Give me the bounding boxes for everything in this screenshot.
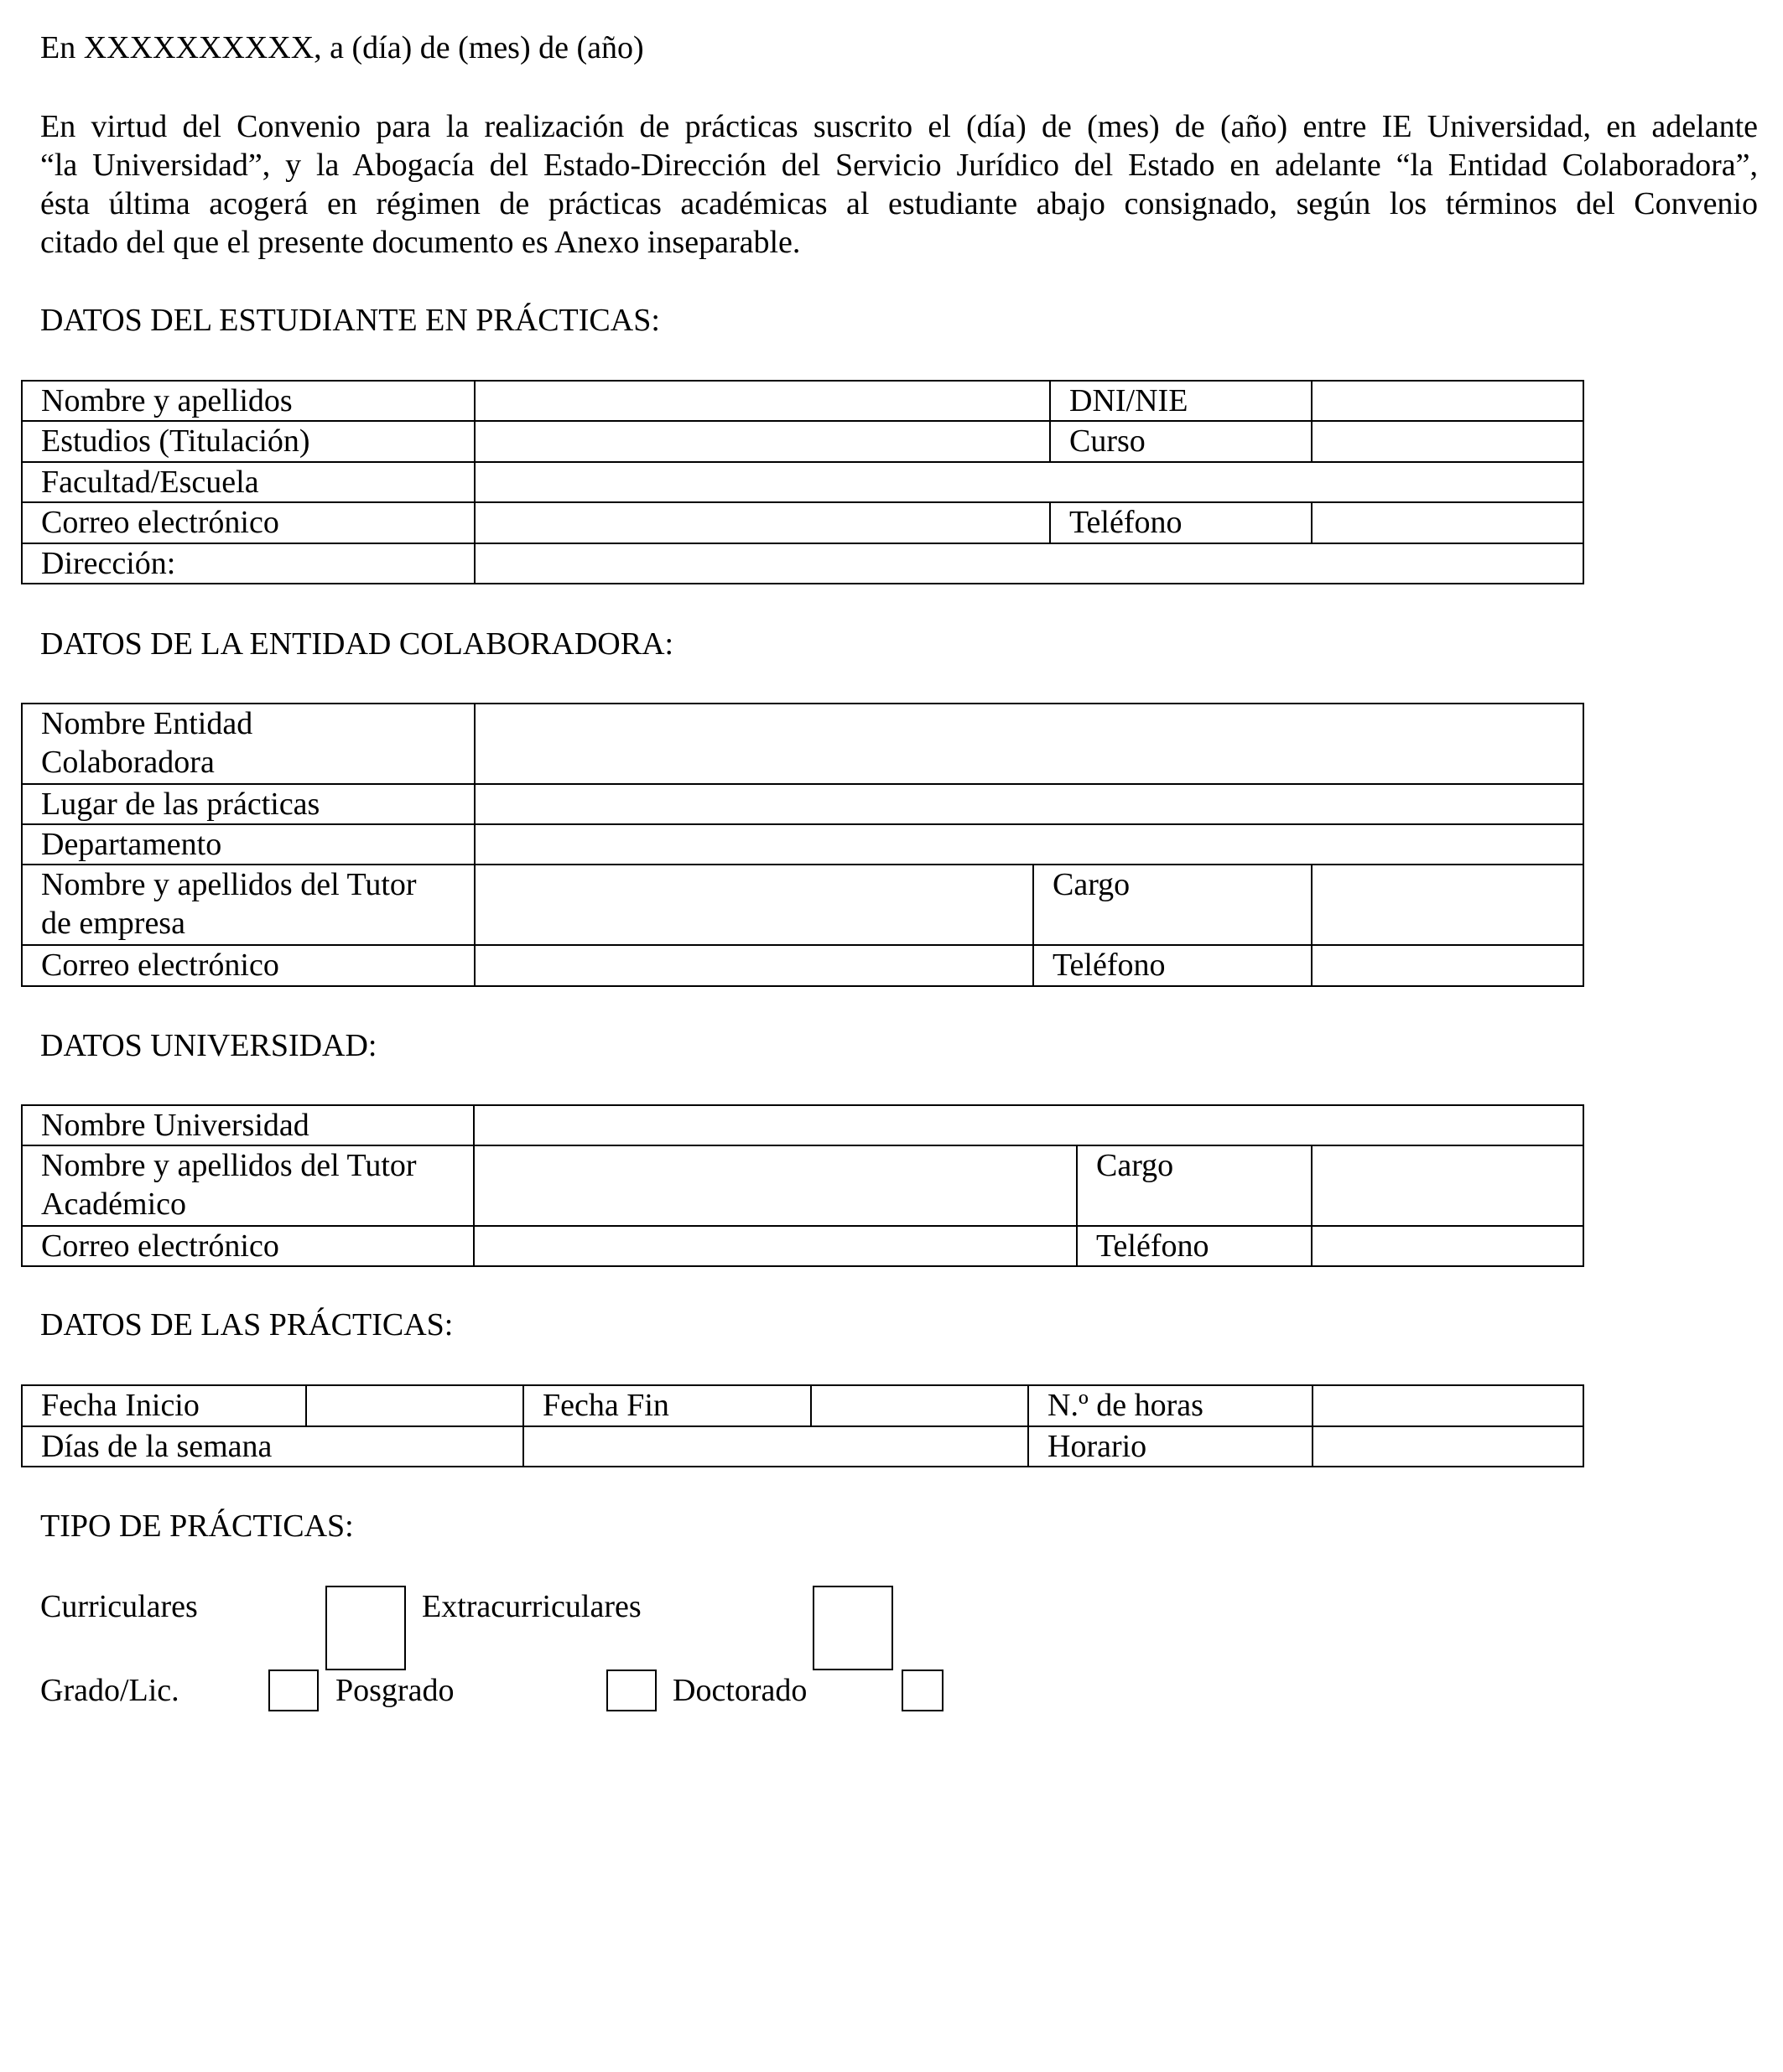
table-row (22, 784, 1583, 824)
extracurricular-label: Extracurriculares (422, 1589, 642, 1624)
student-faculty-field[interactable] (475, 462, 1583, 502)
university-email-label: Correo electrónico (22, 1226, 474, 1266)
entity-name-label: Nombre Entidad Colaboradora (22, 704, 475, 784)
student-studies-field[interactable] (475, 421, 1050, 462)
student-phone-field[interactable] (1312, 502, 1583, 543)
curricular-label: Curriculares (40, 1589, 198, 1624)
extracurricular-checkbox[interactable] (813, 1586, 893, 1670)
student-section-heading: DATOS DEL ESTUDIANTE EN PRÁCTICAS: (40, 303, 660, 338)
entity-place-label: Lugar de las prácticas (22, 784, 475, 824)
degree-checkbox[interactable] (268, 1670, 319, 1711)
student-faculty-label: Facultad/Escuela (22, 462, 475, 502)
internship-hours-field[interactable] (1313, 1385, 1583, 1426)
dateline: En XXXXXXXXXX, a (día) de (mes) de (año) (40, 30, 644, 65)
intro-paragraph-line: ésta última acogerá en régimen de prácticas académicas al estudiante abajo consignado, según los términos del Convenio (40, 186, 1758, 221)
table-row (22, 1385, 1583, 1426)
table-row (22, 1145, 1583, 1226)
intro-paragraph-line: citado del que el presente documento es Anexo inseparable. (40, 225, 801, 260)
postgrad-checkbox[interactable] (606, 1670, 657, 1711)
table-row (22, 543, 1583, 584)
internship-end-field[interactable] (811, 1385, 1028, 1426)
university-phone-field[interactable] (1312, 1226, 1583, 1266)
internship-days-field[interactable] (523, 1426, 1028, 1467)
university-data-table (21, 1104, 1584, 1267)
entity-position-label: Cargo (1033, 865, 1312, 945)
student-course-field[interactable] (1312, 421, 1583, 462)
student-studies-label: Estudios (Titulación) (22, 421, 475, 462)
table-row (22, 1226, 1583, 1266)
entity-email-field[interactable] (475, 945, 1033, 986)
intro-paragraph-line: En virtud del Convenio para la realización de prácticas suscrito el (día) de (mes) de (año) entre IE Universidad, en adelante (40, 109, 1758, 144)
intro-paragraph (40, 107, 1758, 262)
student-address-label: Dirección: (22, 543, 475, 584)
postgrad-label: Posgrado (335, 1673, 455, 1708)
entity-email-label: Correo electrónico (22, 945, 475, 986)
table-row (22, 704, 1583, 784)
table-row (22, 462, 1583, 502)
table-row (22, 381, 1583, 421)
internship-end-label: Fecha Fin (523, 1385, 811, 1426)
internship-schedule-field[interactable] (1313, 1426, 1583, 1467)
table-row (22, 1105, 1583, 1145)
university-phone-label: Teléfono (1077, 1226, 1312, 1266)
entity-position-field[interactable] (1312, 865, 1583, 945)
entity-phone-label: Teléfono (1033, 945, 1312, 986)
internship-data-table (21, 1384, 1584, 1467)
internship-start-field[interactable] (306, 1385, 523, 1426)
degree-label: Grado/Lic. (40, 1673, 179, 1708)
student-address-field[interactable] (475, 543, 1583, 584)
internship-schedule-label: Horario (1028, 1426, 1313, 1467)
entity-department-label: Departamento (22, 824, 475, 865)
internship-start-label: Fecha Inicio (22, 1385, 306, 1426)
entity-tutor-label: Nombre y apellidos del Tutor de empresa (22, 865, 475, 945)
university-position-field[interactable] (1312, 1145, 1583, 1226)
student-phone-label: Teléfono (1050, 502, 1312, 543)
student-email-field[interactable] (475, 502, 1050, 543)
university-tutor-label: Nombre y apellidos del Tutor Académico (22, 1145, 474, 1226)
university-tutor-field[interactable] (474, 1145, 1077, 1226)
student-name-label: Nombre y apellidos (22, 381, 475, 421)
student-course-label: Curso (1050, 421, 1312, 462)
doctorate-label: Doctorado (673, 1673, 808, 1708)
intro-paragraph-line: “la Universidad”, y la Abogacía del Estado-Dirección del Servicio Jurídico del Estado en adelante “la Entidad Colaboradora”, (40, 148, 1758, 183)
student-data-table (21, 380, 1584, 584)
table-row (22, 865, 1583, 945)
curricular-checkbox[interactable] (325, 1586, 406, 1670)
doctorate-checkbox[interactable] (902, 1670, 943, 1711)
university-position-label: Cargo (1077, 1145, 1312, 1226)
table-row (22, 1426, 1583, 1467)
student-id-label: DNI/NIE (1050, 381, 1312, 421)
internship-section-heading: DATOS DE LAS PRÁCTICAS: (40, 1307, 454, 1342)
type-section-heading: TIPO DE PRÁCTICAS: (40, 1509, 354, 1544)
student-id-field[interactable] (1312, 381, 1583, 421)
university-email-field[interactable] (474, 1226, 1077, 1266)
entity-section-heading: DATOS DE LA ENTIDAD COLABORADORA: (40, 626, 674, 662)
table-row (22, 945, 1583, 986)
entity-data-table (21, 703, 1584, 987)
student-name-field[interactable] (475, 381, 1050, 421)
table-row (22, 502, 1583, 543)
entity-department-field[interactable] (475, 824, 1583, 865)
university-section-heading: DATOS UNIVERSIDAD: (40, 1028, 377, 1063)
table-row (22, 824, 1583, 865)
table-row (22, 421, 1583, 462)
university-name-field[interactable] (474, 1105, 1583, 1145)
entity-place-field[interactable] (475, 784, 1583, 824)
internship-hours-label: N.º de horas (1028, 1385, 1313, 1426)
university-name-label: Nombre Universidad (22, 1105, 474, 1145)
internship-days-label: Días de la semana (22, 1426, 523, 1467)
entity-tutor-field[interactable] (475, 865, 1033, 945)
entity-phone-field[interactable] (1312, 945, 1583, 986)
entity-name-field[interactable] (475, 704, 1583, 784)
student-email-label: Correo electrónico (22, 502, 475, 543)
